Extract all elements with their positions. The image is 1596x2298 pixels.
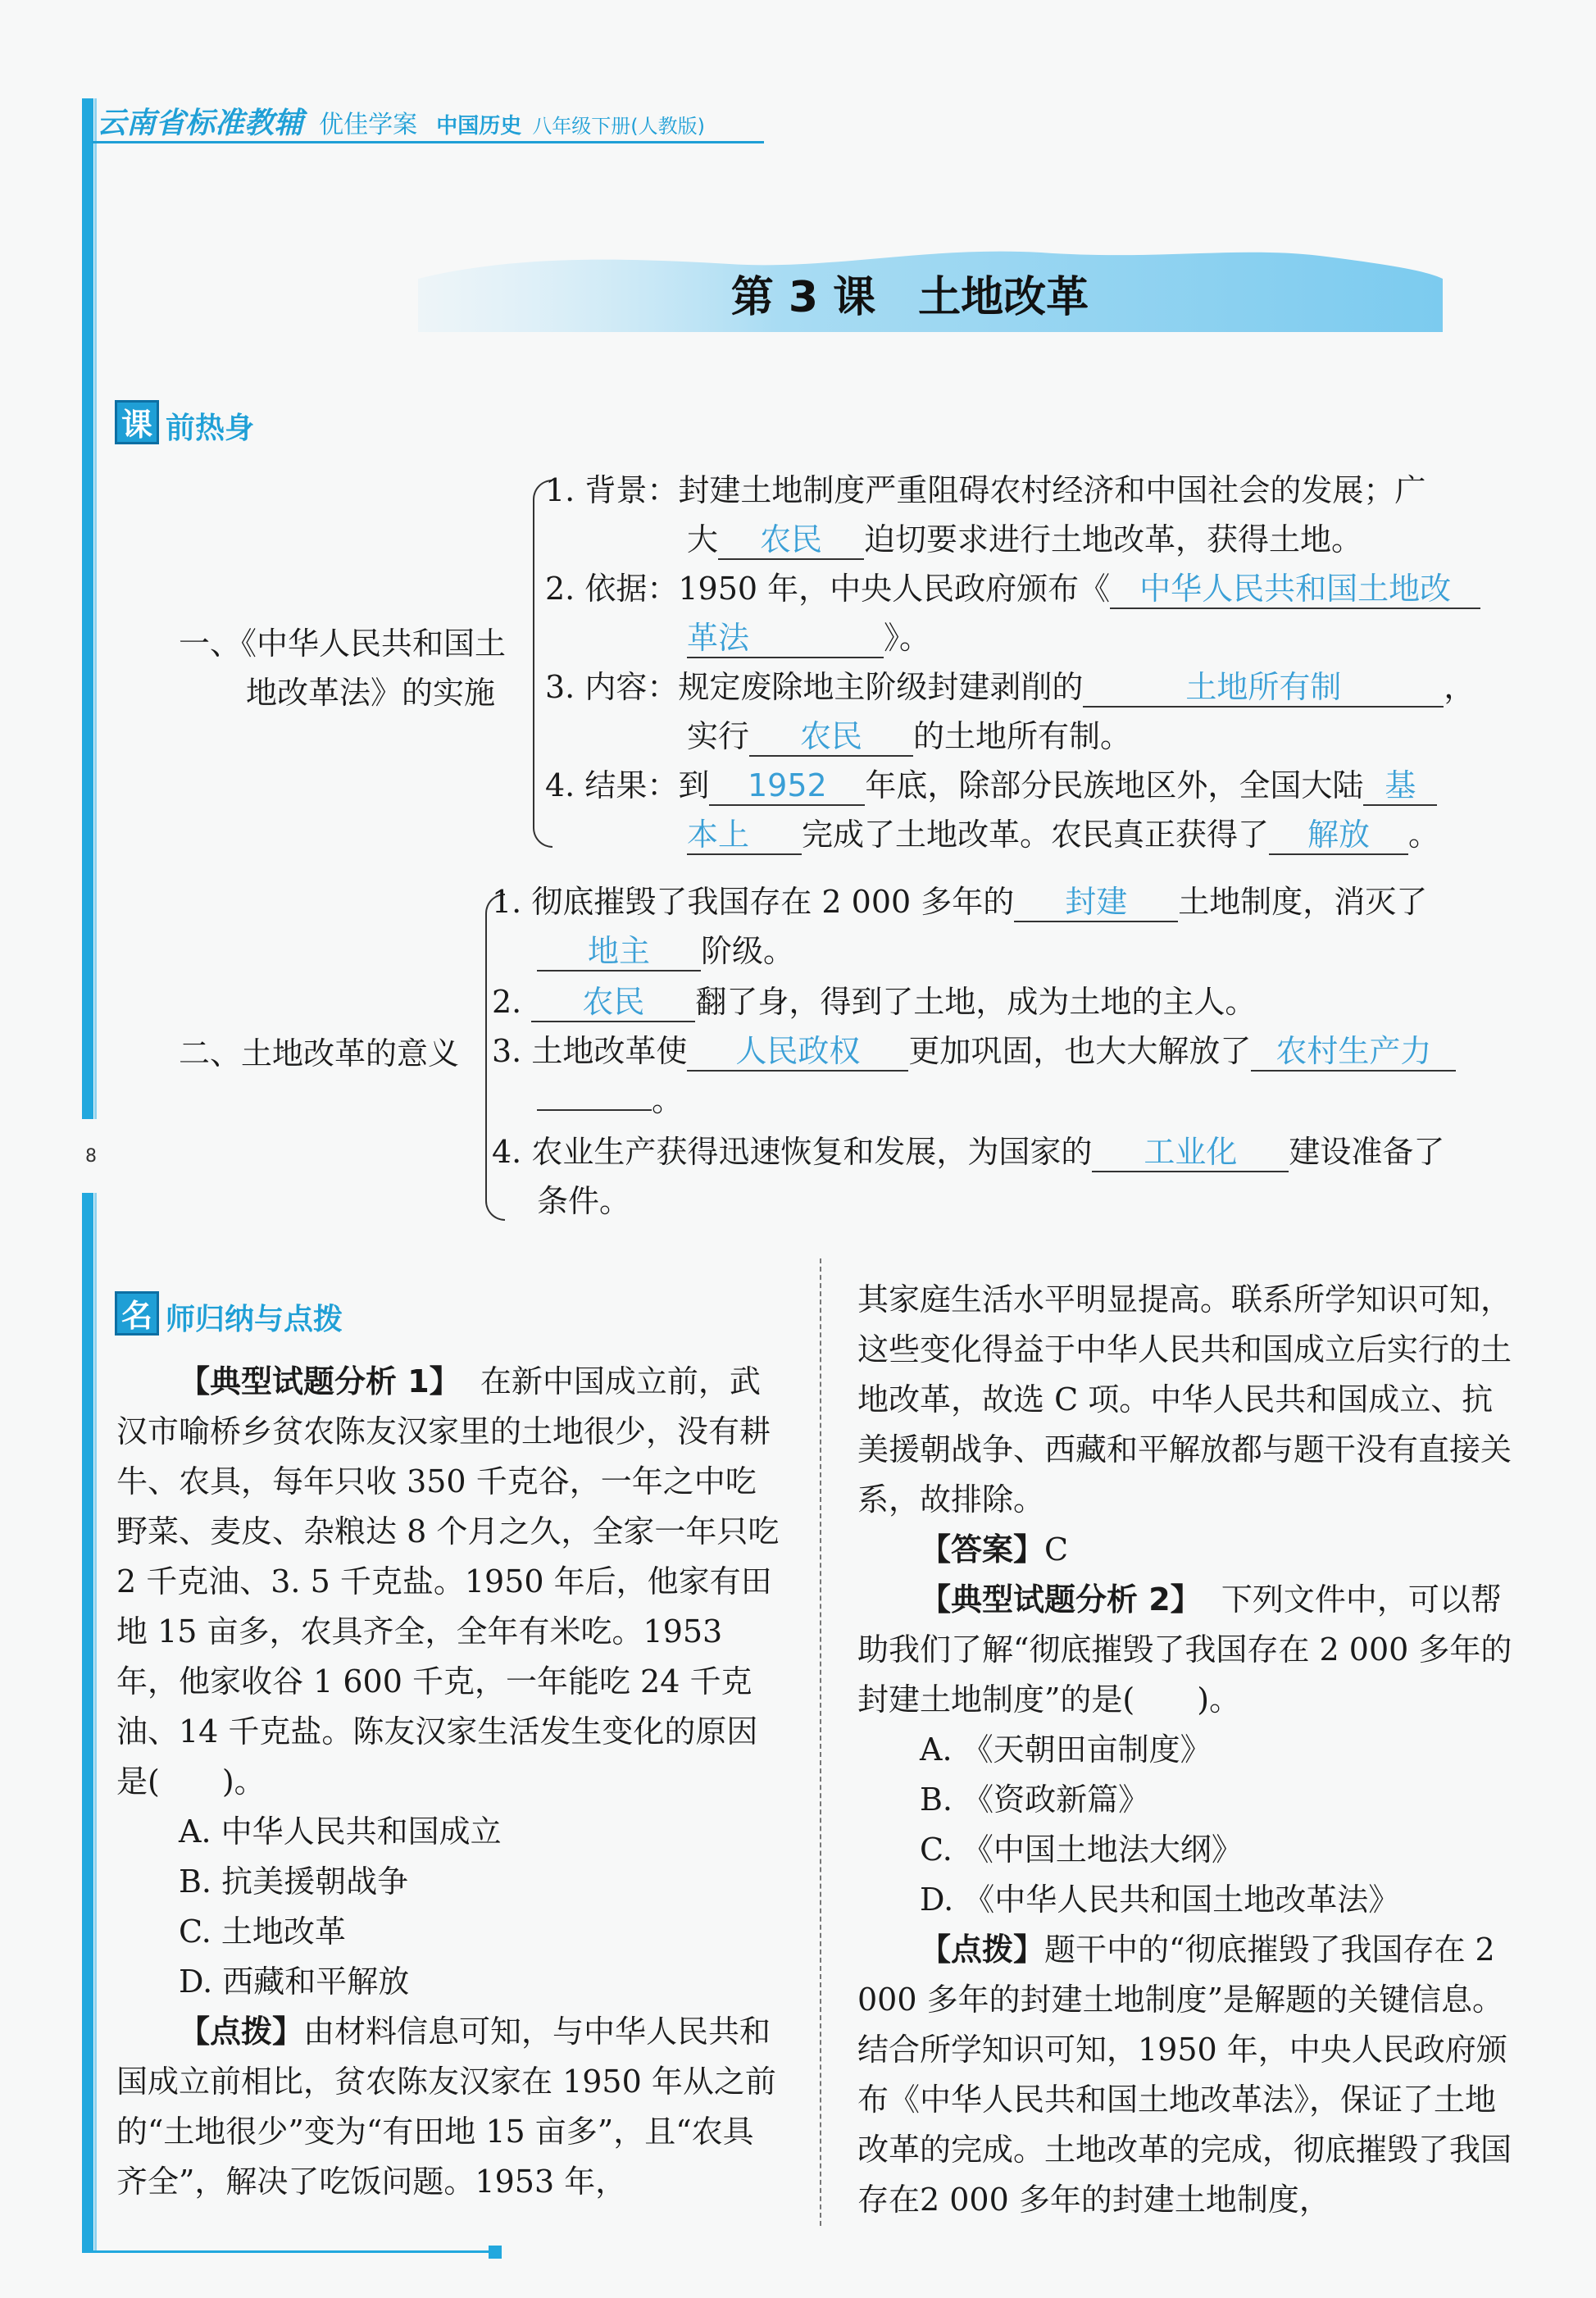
q1-tip-continued: 其家庭生活水平明显提高。联系所学知识可知，这些变化得益于中华人民共和国成立后实行的土地改革，故选 C 项。中华人民共和国成立、抗美援朝战争、西藏和平解放都与题干没有直接关系，故排除。 [857, 1281, 1512, 1518]
part2-label: 二、土地改革的意义 [179, 1035, 460, 1072]
section-heading-warmup [115, 400, 361, 449]
q2-option-b: B. 《资政新篇》 [920, 1782, 1150, 1818]
header-brand: 云南省标准教辅 [97, 107, 304, 140]
header-grade: 八年级下册(人教版) [532, 115, 706, 138]
part1-label-line2: 地改革法》的实施 [246, 675, 496, 711]
header-rule [92, 141, 764, 143]
q2-option-a: A. 《天朝田亩制度》 [920, 1731, 1212, 1768]
q2-option-d: D. 《中华人民共和国土地改革法》 [920, 1882, 1400, 1918]
part2-item2: 2. 农民 翻了身，得到了土地，成为土地的主人。 [492, 977, 1256, 1026]
part1-item3-line1: 3. 内容：规定废除地主阶级封建剥削的 土地所有制 ， [545, 662, 1475, 712]
answer-blank: 农民 [749, 717, 913, 757]
left-rail-line-lower [94, 1193, 97, 2250]
question-1: 【典型试题分析 1】 在新中国成立前，武汉市喻桥乡贫农陈友汉家里的土地很少，没有耕牛、农具，每年只收 350 千克谷，一年之中吃野菜、麦皮、杂粮达 8 个月之久，全家一年只吃 2 千克油、3. 5 千克盐。1950 年后，他家有田地 15 亩多，农具齐全，全年有米吃。1953 年，他家收谷 1 600 千克，一年能吃 24 千克油、14 千克盐。陈友汉家生活发生变化的原因是( )。 [116, 1363, 780, 1800]
part2-item4-line1: 4. 农业生产获得迅速恢复和发展，为国家的 工业化 建设准备了 [492, 1127, 1444, 1176]
header-series: 优佳学案 [319, 111, 418, 139]
part1-item3-line2: 实行 农民 的土地所有制。 [687, 712, 1131, 761]
q1-option-b: B. 抗美援朝战争 [179, 1863, 409, 1900]
page-number: 8 [85, 1146, 97, 1167]
answer-blank: 1952 [709, 767, 865, 806]
answer-blank: 土地所有制 [1083, 668, 1444, 708]
bottom-rule [82, 2250, 493, 2253]
left-rail-line [94, 98, 97, 1119]
q2-tip: 【点拨】题干中的“彻底摧毁了我国存在 2 000 多年的封建土地制度”是解题的关键信息。结合所学知识可知，1950 年，中央人民政府颁布《中华人民共和国土地改革法》，保证了土地改革的完成。土地改革的完成，彻底摧毁了我国存在2 000 多年的封建土地制度， [857, 1932, 1512, 2218]
part1-item1-line1: 1. 背景：封建土地制度严重阻碍农村经济和中国社会的发展；广 [545, 472, 1426, 508]
q1-tip: 【点拨】由材料信息可知，与中华人民共和国成立前相比，贫农陈友汉家在 1950 年从之前的“土地很少”变为“有田地 15 亩多”，且“农具齐全”，解决了吃饭问题。1953 年， [116, 2014, 776, 2200]
answer-blank: 人民政权 [687, 1032, 908, 1072]
answer-blank: 革法 [687, 619, 884, 658]
part2-item4-line2: 条件。 [537, 1183, 631, 1219]
part1-item4-line2: 本上 完成了土地改革。农民真正获得了 解放 。 [687, 810, 1439, 859]
part1-item2-line1: 2. 依据：1950 年，中央人民政府颁布《 中华人民共和国土地改 [545, 564, 1480, 613]
part2-item3-line1: 3. 土地改革使 人民政权 更加巩固，也大大解放了 农村生产力 [492, 1026, 1456, 1076]
running-header [97, 100, 769, 139]
answer-blank: 工业化 [1092, 1133, 1289, 1172]
part1-item4-line1: 4. 结果：到 1952 年底，除部分民族地区外，全国大陆 基 [545, 761, 1437, 810]
part2-item1-line2: 地主 阶级。 [537, 926, 794, 976]
section-badge: 名 [115, 1291, 159, 1336]
bottom-square-marker [489, 2246, 502, 2259]
q1-option-c: C. 土地改革 [179, 1913, 346, 1950]
question-2: 【典型试题分析 2】 下列文件中，可以帮助我们了解“彻底摧毁了我国存在 2 000 多年的封建土地制度”的是( )。 [857, 1581, 1512, 1718]
answer-blank: 地主 [537, 932, 701, 972]
q1-answer: 【答案】C [920, 1531, 1069, 1568]
left-column [116, 1357, 782, 2207]
left-rail-bar-lower [82, 1193, 93, 2250]
part1-item1-line2: 大 农民 迫切要求进行土地改革，获得土地。 [687, 515, 1362, 564]
q1-option-a: A. 中华人民共和国成立 [179, 1813, 502, 1850]
column-divider [820, 1258, 821, 2226]
right-column [857, 1275, 1521, 2225]
part1-item2-line2: 革法 》。 [687, 613, 930, 662]
answer-blank: 农民 [531, 983, 695, 1022]
answer-blank: 农村生产力 [1251, 1032, 1456, 1072]
part1-label-line1: 一、《中华人民共和国土 [179, 626, 507, 662]
answer-blank: 解放 [1269, 816, 1408, 855]
answer-blank-continued [537, 1109, 652, 1111]
answer-blank: 中华人民共和国土地改 [1110, 570, 1480, 609]
q1-option-d: D. 西藏和平解放 [179, 1964, 410, 2000]
lesson-title: 第 3 课 土地改革 [730, 273, 1089, 322]
q2-option-c: C. 《中国土地法大纲》 [920, 1832, 1243, 1868]
section-heading-text: 师归纳与点拨 [166, 1303, 343, 1336]
answer-blank: 封建 [1014, 883, 1178, 922]
answer-blank: 本上 [687, 816, 802, 855]
part2-item1-line1: 1. 彻底摧毁了我国存在 2 000 多年的 封建 土地制度，消灭了 [492, 877, 1427, 926]
part2-item3-line2: 。 [537, 1076, 683, 1125]
answer-blank: 农民 [718, 521, 864, 560]
answer-blank: 基 [1363, 767, 1437, 806]
left-rail-bar [82, 98, 93, 1119]
section-heading-text: 前热身 [166, 412, 255, 445]
section-badge: 课 [115, 400, 159, 444]
section-heading-teacher-tips [115, 1291, 443, 1340]
header-subject: 中国历史 [436, 114, 522, 139]
